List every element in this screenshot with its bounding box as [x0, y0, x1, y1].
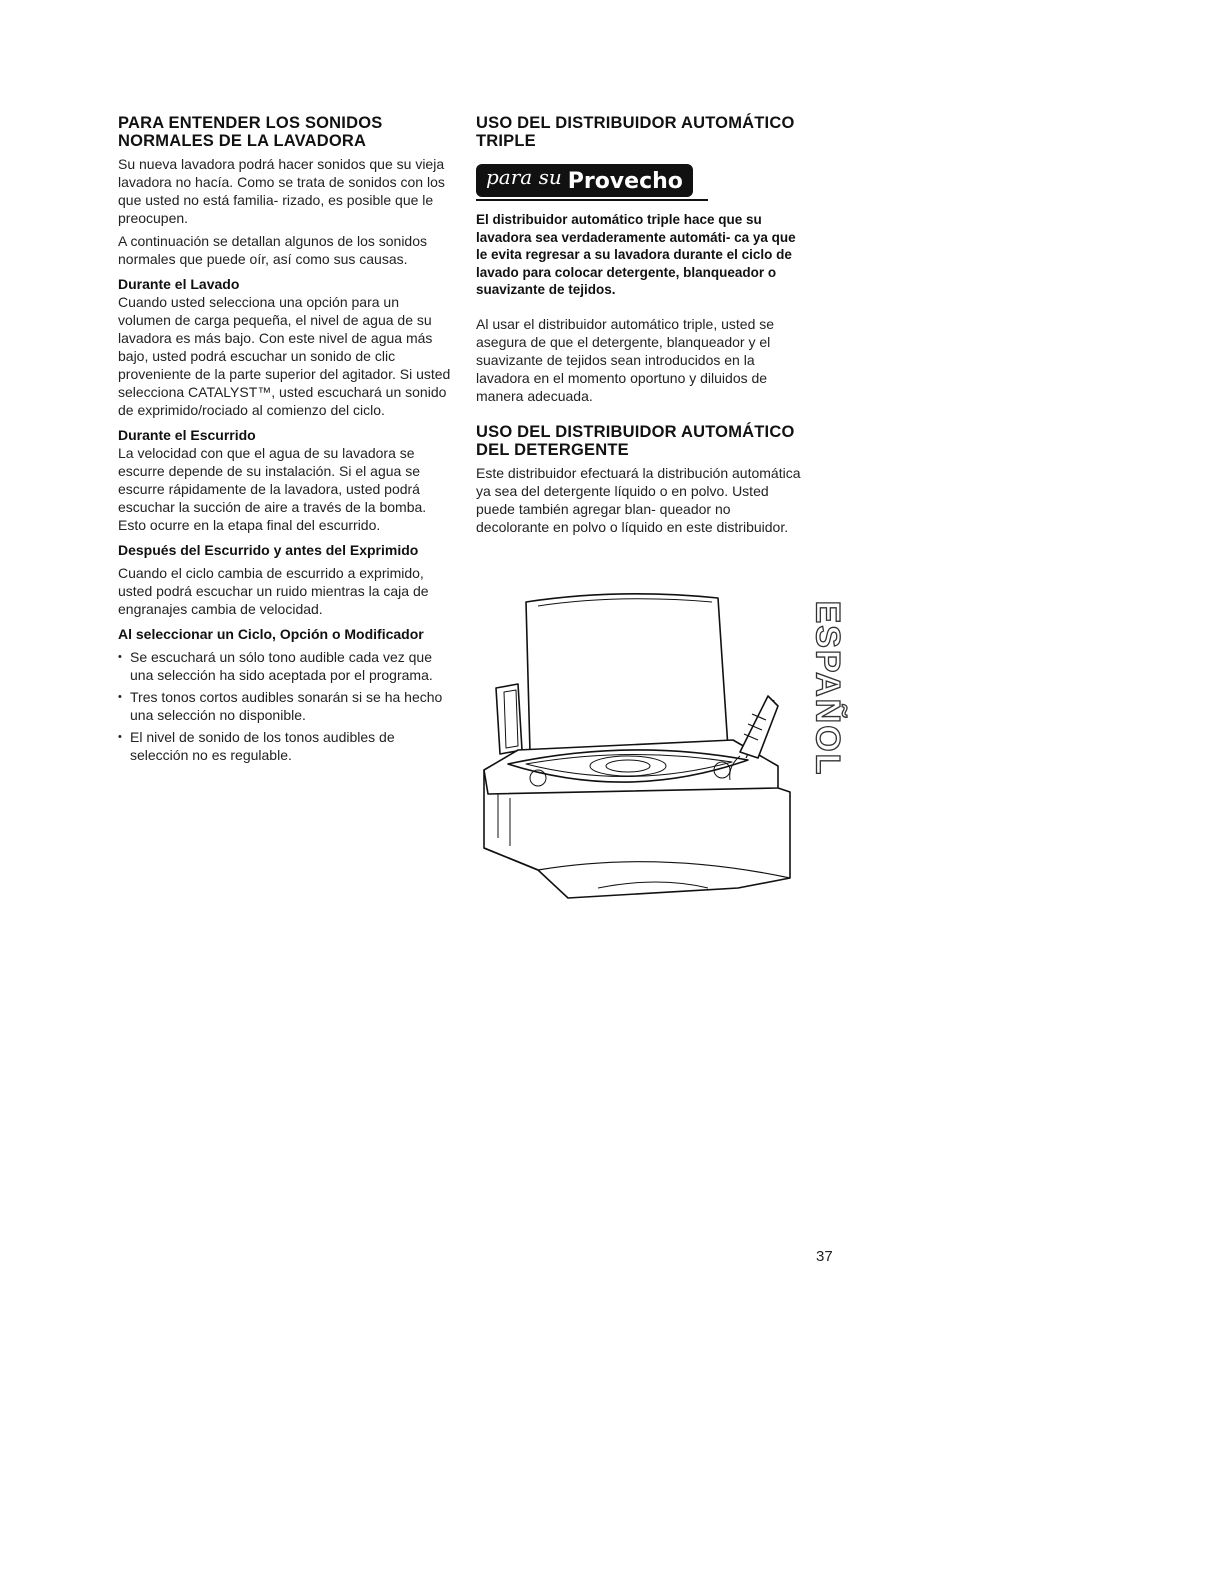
left-column — [118, 114, 453, 768]
paragraph-wash: Cuando usted selecciona una opción para un volumen de carga pequeña, el nivel de agua de su lavadora es más bajo. Con este nivel de agua más bajo, usted podrá escuchar un sonido de clic proveniente de la parte superior del agitador. Si usted selecciona CATALYST™, usted escuchará un sonido de exprimido/rociado al comienzo del ciclo. — [118, 294, 451, 418]
paragraph-after-drain: Cuando el ciclo cambia de escurrido a exprimido, usted podrá escuchar un ruido mientras la caja de engranajes cambia de velocidad. — [118, 565, 429, 617]
badge-box — [476, 164, 693, 197]
tone-bullet-list — [118, 648, 453, 764]
intro-paragraph-1: Su nueva lavadora podrá hacer sonidos que su vieja lavadora no hacía. Como se trata de sonidos con los que usted no está familia- rizado, es posible que le preocupen. — [118, 156, 445, 226]
list-item: • Se escuchará un sólo tono audible cada vez que una selección ha sido aceptada por el programa. — [118, 648, 453, 684]
language-tab-label: ESPAÑOL — [808, 600, 847, 776]
subheading-after-drain: Después del Escurrido y antes del Exprimido — [118, 542, 419, 558]
subheading-wash: Durante el Lavado — [118, 276, 240, 292]
detergent-dispenser-paragraph: Este distribuidor efectuará la distribución automática ya sea del detergente líquido o en polvo. Usted puede también agregar blan- queador no decolorante en polvo o líquido en este distribuidor. — [476, 464, 801, 535]
section-heading-triple-dispenser: USO DEL DISTRIBUIDOR AUTOMÁTICO TRIPLE — [476, 114, 795, 150]
right-column — [476, 114, 806, 536]
subheading-drain: Durante el Escurrido — [118, 427, 256, 443]
washer-dispenser-illustration — [478, 588, 798, 906]
badge-script-text: para su — [486, 165, 562, 189]
triple-dispenser-paragraph: Al usar el distribuidor automático triple, usted se asegura de que el detergente, blanqueador y el suavizante de tejidos sean introducidos en la lavadora en el momento oportuno y diluidos de manera adecuada. — [476, 315, 775, 404]
subheading-cycle-select: Al seleccionar un Ciclo, Opción o Modificador — [118, 626, 424, 642]
badge-main-text: Provecho — [567, 169, 683, 194]
paragraph-drain: La velocidad con que el agua de su lavadora se escurre depende de su instalación. Si el agua se escurre rápidamente de la lavadora, usted podrá escuchar la succión de aire a través de la bomba. Esto ocurre en la etapa final del escurrido. — [118, 445, 427, 533]
section-heading-detergent-dispenser: USO DEL DISTRIBUIDOR AUTOMÁTICO DEL DETERGENTE — [476, 422, 795, 459]
list-item: • Tres tonos cortos audibles sonarán si se ha hecho una selección no disponible. — [118, 688, 453, 724]
intro-paragraph-2: A continuación se detallan algunos de los sonidos normales que puede oír, así como sus causas. — [118, 233, 427, 267]
language-side-tab — [808, 600, 847, 776]
section-heading-sounds: PARA ENTENDER LOS SONIDOS NORMALES DE LA LAVADORA — [118, 114, 383, 150]
list-item: • El nivel de sonido de los tonos audibles de selección no es regulable. — [118, 728, 453, 764]
page-number: 37 — [816, 1248, 833, 1265]
provecho-badge — [476, 164, 766, 201]
benefit-paragraph: El distribuidor automático triple hace que su lavadora sea verdaderamente automáti- ca ya que le evita regresar a su lavadora durante el ciclo de lavado para colocar detergente, blanqueador o suavizante de tejidos. — [476, 212, 796, 297]
